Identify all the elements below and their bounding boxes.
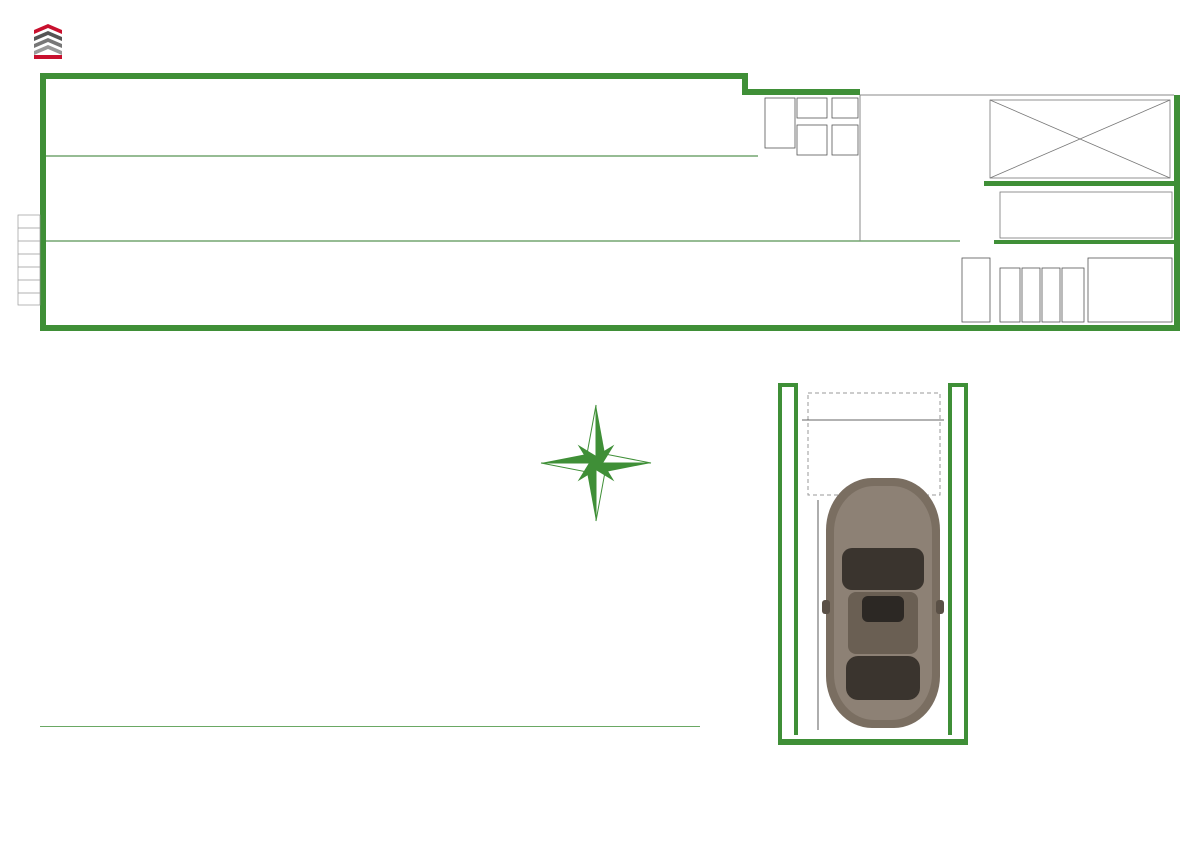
car-top-view <box>822 478 944 728</box>
compass-rose <box>541 405 651 521</box>
detail-box-g8 <box>778 383 968 745</box>
ramp <box>990 100 1170 178</box>
staircase <box>18 215 40 305</box>
garage-g1-g2 <box>1000 192 1172 238</box>
building-walls <box>40 73 1180 331</box>
technical-rooms <box>765 98 858 155</box>
storage-rooms <box>962 258 1172 322</box>
footer-contact <box>0 797 1200 810</box>
divider <box>40 726 700 727</box>
